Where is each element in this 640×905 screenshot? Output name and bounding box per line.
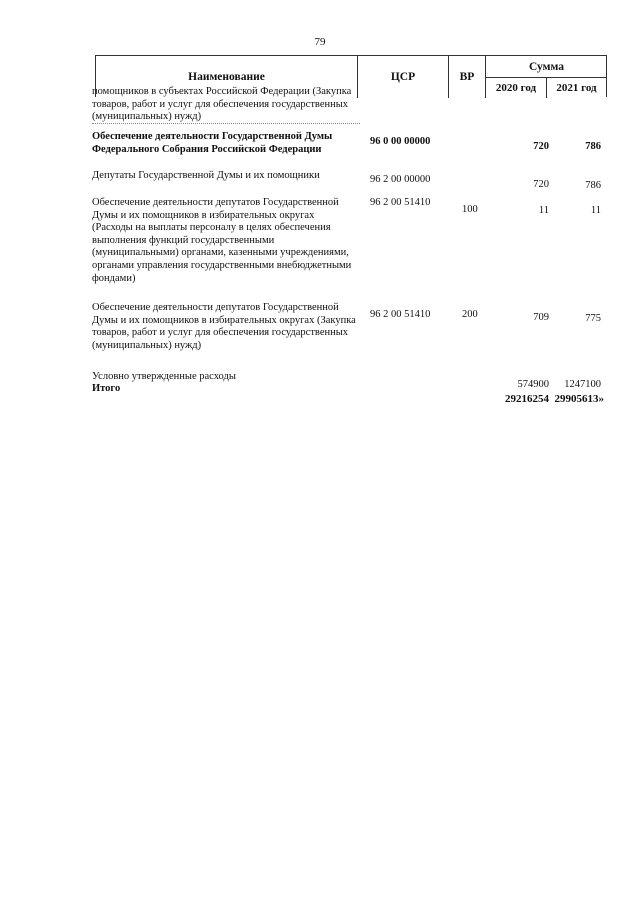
total-amount-2021: 29905613» [554, 393, 604, 405]
row-amount-2021: 775 [585, 313, 601, 324]
row-amount-2021: 1247100 [564, 379, 601, 390]
total-amount-2020: 29216254 [505, 393, 549, 405]
row-divider [92, 123, 360, 124]
header-csr: ЦСР [358, 56, 449, 98]
row-amount-2020: 720 [533, 141, 549, 152]
header-year-2021: 2021 год [556, 81, 597, 94]
row-amount-2020: 574900 [517, 379, 549, 390]
row-amount-2021: 786 [585, 180, 601, 191]
row-csr: 96 0 00 00000 [370, 136, 431, 147]
page-number: 79 [314, 36, 326, 48]
row-amount-2020: 720 [533, 179, 549, 190]
row-name: Обеспечение деятельности Государственной Думы Федерального Собрания Российской Федерации [92, 131, 333, 155]
row-name: Обеспечение деятельности депутатов Государственной Думы и их помощников в избирательных округах (Расходы на выплаты персоналу в целях обеспечения выполнения функций государственными (муниципальными) органами, казенными учреждениями, органами управления государственными внебюджетными фондами) [92, 197, 352, 284]
row-name: помощников в субъектах Российской Федерации (Закупка товаров, работ и услуг для обеспечения государственных (муниципальных) нужд) [92, 86, 352, 123]
row-name: Итого [92, 383, 121, 394]
row-amount-2020: 709 [533, 312, 549, 323]
row-csr: 96 2 00 00000 [370, 174, 431, 185]
header-vr: ВР [449, 56, 486, 98]
row-vr: 100 [462, 204, 478, 215]
row-name: Депутаты Государственной Думы и их помощники [92, 170, 320, 181]
header-year-2020: 2020 год [486, 77, 547, 98]
row-csr: 96 2 00 51410 [370, 197, 431, 208]
row-name: Обеспечение деятельности депутатов Государственной Думы и их помощников в избирательных округах (Закупка товаров, работ и услуг для обеспечения государственных (муниципальных) нужд) [92, 302, 356, 351]
header-sum: Сумма [486, 56, 607, 78]
row-amount-2020: 11 [538, 205, 549, 216]
row-csr: 96 2 00 51410 [370, 309, 431, 320]
row-vr: 200 [462, 309, 478, 320]
row-amount-2021: 11 [590, 205, 601, 216]
header-name: Наименование [96, 56, 358, 98]
header-sum-group [486, 56, 607, 98]
row-amount-2021: 786 [585, 141, 601, 152]
row-name: Условно утвержденные расходы [92, 371, 236, 382]
